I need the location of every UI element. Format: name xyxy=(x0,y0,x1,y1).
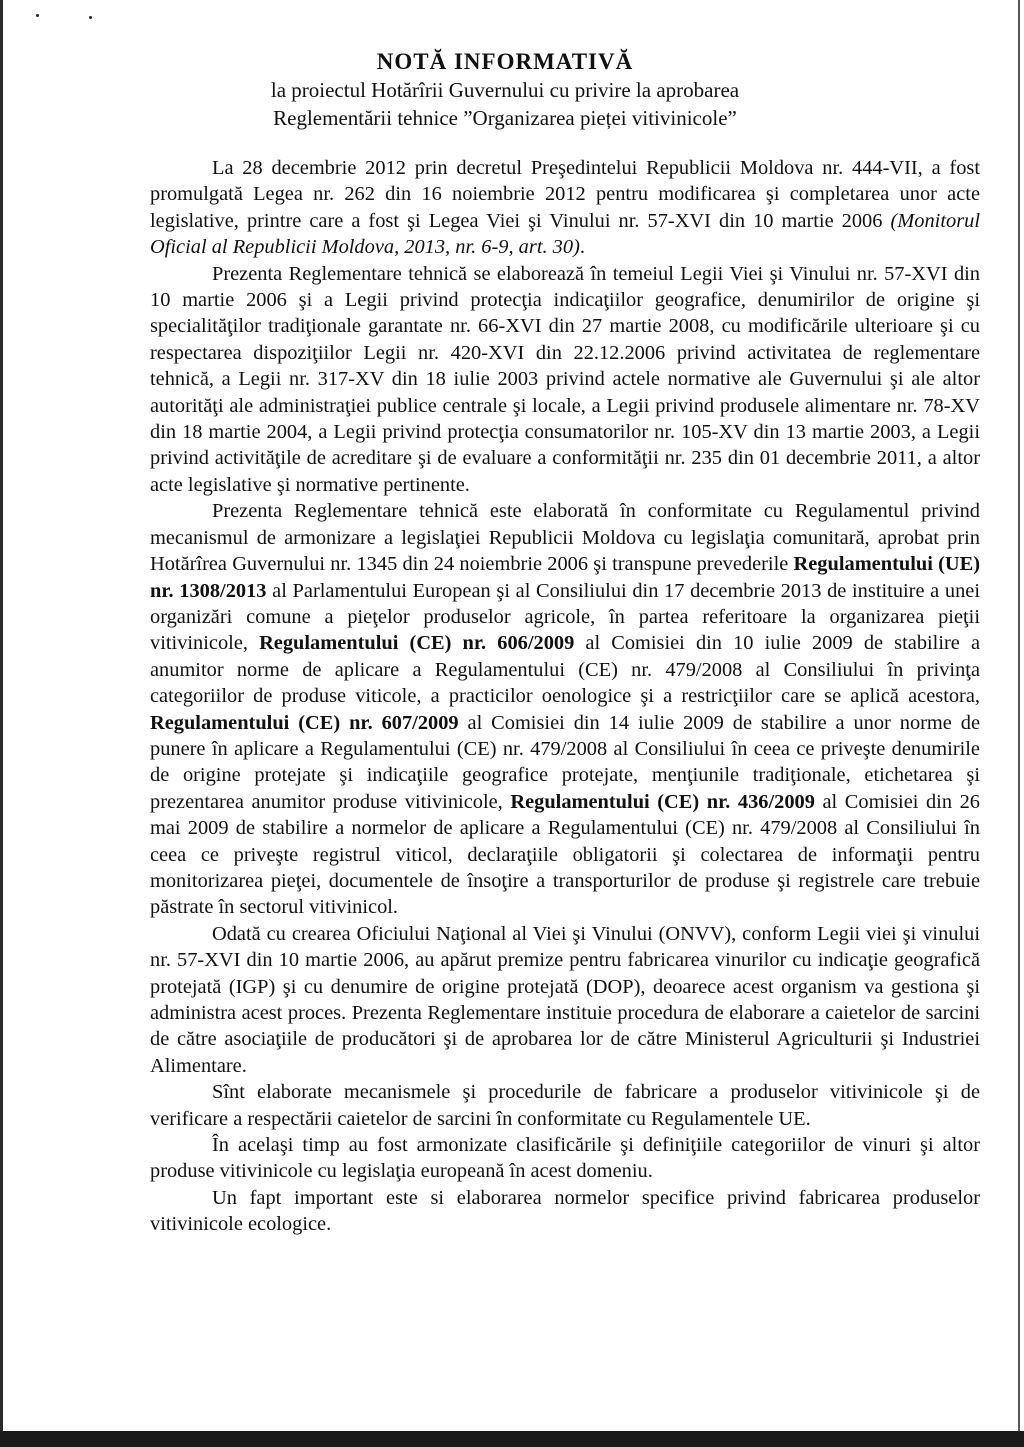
paragraph-classifications: În acelaşi timp au fost armonizate clasificările şi definiţiile categoriilor de vinuri şi altor produse vitivinicole cu legislaţia europeană în acest domeniu. xyxy=(150,1134,980,1183)
document-subtitle-line2: Reglementării tehnice ”Organizarea pieței vitivinicole” xyxy=(273,106,737,130)
paragraph-end: . xyxy=(579,236,585,259)
regulation-ce-607-2009: Regulamentului (CE) nr. 607/2009 xyxy=(150,711,459,734)
paragraph-ecological: Un fapt important este si elaborarea normelor specifice privind fabricarea produselor vitivinicole ecologice. xyxy=(150,1186,980,1236)
paragraph-text: La 28 decembrie 2012 prin decretul Preşedintelui Republicii Moldova nr. 444-VII, a fost promulgată Legea nr. 262 din 16 noiembrie 2012 pentru modificarea şi completarea unor acte legislative, printre care a fost şi Legea Viei şi Vinului nr. 57-XVI din 10 martie 2006 xyxy=(150,157,980,232)
paragraph-text: al Comisiei din 26 mai 2009 de stabilire a normelor de aplicare a Regulamentului (CE) nr. 479/2008 al Consiliului în ceea ce priveşte registrul viticol, declaraţiile obligatorii şi colectarea de informaţii pentru monitorizarea pieţei, documentele de însoţire a transporturilor de produse şi registrele care trebuie păstrate în sectorul vitivinicol. xyxy=(150,790,980,919)
paragraph-eu-harmonization xyxy=(150,498,980,921)
citation-monitorul: (Monitorul Oficial al Republicii Moldova, 2013, nr. 6-9, art. 30) xyxy=(150,209,980,259)
scan-speck xyxy=(89,16,92,19)
paragraph-text: Prezenta Reglementare tehnică este elaborată în conformitate cu Regulamentul privind mecanismul de armonizare a legislaţiei Republicii Moldova cu legislaţia comunitară, aprobat prin Hotărîrea Guvernului nr. 1345 din 24 noiembrie 2006 şi transpune prevederile xyxy=(150,500,980,576)
document-title: NOTĂ INFORMATIVĂ xyxy=(376,49,634,74)
scan-border-left xyxy=(0,0,3,1447)
scan-speck xyxy=(36,14,39,17)
paragraph-legal-basis: Prezenta Reglementare tehnică se elaborează în temeiul Legii Viei şi Vinului nr. 57-XVI din 10 martie 2006 şi a Legii privind protecţia indicaţiilor geografice, denumirilor de origine şi specialităţilor tradiţionale garantate nr. 66-XVI din 27 martie 2008, cu modificările ulterioare şi cu respectarea dispoziţiilor Legii nr. 420-XVI din 22.12.2006 privind activitatea de reglementare tehnică, a Legii nr. 317-XV din 18 iulie 2003 privind actele normative ale Guvernului şi ale altor autorităţi ale administraţiei publice centrale şi locale, a Legii privind produsele alimentare nr. 78-XV din 18 martie 2004, a Legii privind protecţia consumatorilor nr. 105-XV din 13 martie 2003, a Legii privind activităţile de acreditare şi de evaluare a conformităţii nr. 235 din 01 decembrie 2011, a altor acte legislative şi normative pertinente. xyxy=(150,262,980,496)
paragraph-onvv: Odată cu crearea Oficiului Naţional al Viei şi Vinului (ONVV), conform Legii viei şi vinului nr. 57-XVI din 10 martie 2006, au apărut premize pentru fabricarea vinurilor cu indicaţie geografică protejată (IGP) şi cu denumire de origine protejată (DOP), deoarece acest organism va gestiona şi administra acest proces. Prezenta Reglementare instituie procedura de elaborare a caietelor de sarcini de către asociaţiile de producători şi de aprobarea lor de către Ministerul Agriculturii şi Industriei Alimentare. xyxy=(150,922,980,1077)
document-header xyxy=(150,48,860,132)
paragraph-text: al Comisiei din 14 iulie 2009 de stabilire a unor norme de punere în aplicare a Regulamentului (CE) nr. 479/2008 al Consiliului în ceea ce priveşte denumirile de origine protejate şi indicaţiile geografice protejate, menţiunile tradiţionale, etichetarea şi prezentarea anumitor produse vitivinicole, xyxy=(150,711,980,813)
document-subtitle-line1: la proiectul Hotărîrii Guvernului cu privire la aprobarea xyxy=(270,78,740,102)
regulation-ce-606-2009: Regulamentului (CE) nr. 606/2009 xyxy=(259,632,575,655)
regulation-ue-1308-2013: Regulamentului (UE) nr. 1308/2013 xyxy=(150,553,980,602)
paragraph-text: al Parlamentului European şi al Consiliului din 17 decembrie 2013 de instituire a unei organizări comune a pieţelor produselor agricole, în partea referitoare la organizarea pieţii vitivinicole, xyxy=(150,579,980,655)
document-body xyxy=(150,155,980,1238)
paragraph-promulgation xyxy=(150,155,980,261)
paragraph-mechanisms: Sînt elaborate mecanismele şi procedurile de fabricare a produselor vitivinicole şi de verificare a respectării caietelor de sarcini în conformitate cu Regulamentele UE. xyxy=(150,1081,980,1130)
scan-border-bottom xyxy=(0,1431,1024,1447)
regulation-ce-436-2009: Regulamentului (CE) nr. 436/2009 xyxy=(510,790,815,813)
scan-border-right xyxy=(1018,0,1020,1447)
paragraph-text: al Comisiei din 10 iulie 2009 de stabilire a anumitor norme de aplicare a Regulamentului (CE) nr. 479/2008 al Consiliului în privinţa categoriilor de produse viticole, a practicilor oenologice şi a restricţiilor care se aplică acestora, xyxy=(150,632,980,708)
